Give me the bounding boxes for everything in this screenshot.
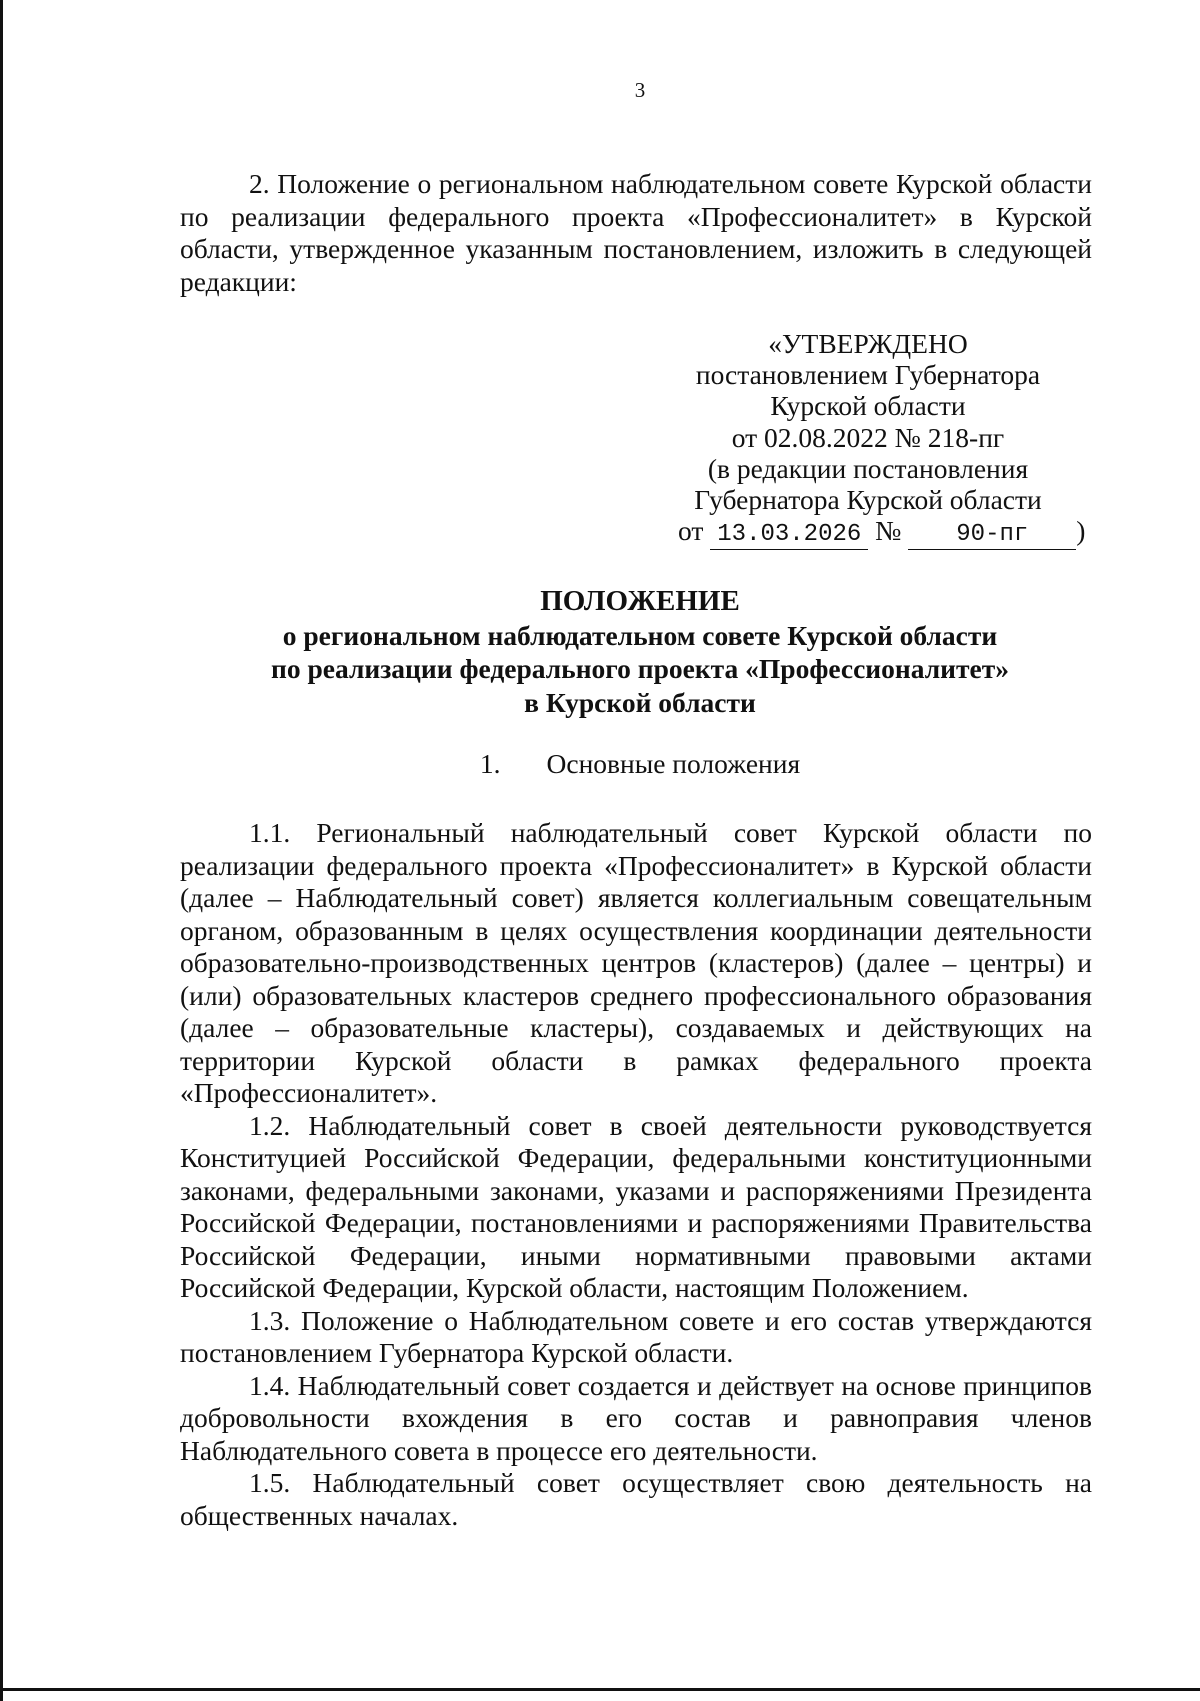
- approval-line-5: (в редакции постановления: [707, 452, 1029, 484]
- approval-number-field: 90-пг: [908, 521, 1076, 550]
- approval-closing-paren: ): [1076, 515, 1086, 547]
- approval-number-sign: №: [875, 515, 902, 547]
- scan-edge-left: [0, 0, 3, 1701]
- approval-line-4: от 02.08.2022 № 218-пг: [731, 421, 1005, 453]
- paragraph-1-4: 1.4. Наблюдательный совет создается и действует на основе принципов добровольности вхождения в его состав и равноправия членов Наблюдательного совета в процессе его деятельности.: [180, 1369, 1092, 1466]
- approval-line-7: [678, 515, 1086, 550]
- approval-line-1: «УТВЕРЖДЕНО: [768, 328, 968, 359]
- document-title: ПОЛОЖЕНИЕ: [540, 585, 740, 617]
- intro-block: [180, 168, 1092, 298]
- page-number: 3: [634, 78, 646, 102]
- paragraph-1-5: 1.5. Наблюдательный совет осуществляет свою деятельность на общественных началах.: [180, 1467, 1092, 1531]
- document-subtitle-line-2: по реализации федерального проекта «Профессионалитет»: [271, 653, 1009, 684]
- approval-date-field: 13.03.2026: [710, 521, 868, 550]
- section-title: Основные положения: [546, 748, 801, 779]
- document-subtitle-line-1: о региональном наблюдательном совете Курской области: [282, 619, 998, 651]
- paragraph-1-2: 1.2. Наблюдательный совет в своей деятельности руководствуется Конституцией Российской Федерации, федеральными конституционными законами, федеральными законами, указами и распоряжениями Президента Российской Федерации, постановлениями и распоряжениями Правительства Российской Федерации, иными нормативными правовыми актами Российской Федерации, Курской области, настоящим Положением.: [180, 1109, 1092, 1303]
- approval-stamp-block: [678, 328, 1086, 550]
- intro-paragraph: 2. Положение о региональном наблюдательном совете Курской области по реализации федерального проекта «Профессионалитет» в Курской области, утвержденное указанным постановлением, изложить в следующей редакции:: [180, 168, 1092, 297]
- document-title-block: [180, 585, 1100, 719]
- scan-edge-bottom: [0, 1688, 1200, 1691]
- section-number: 1.: [479, 748, 501, 779]
- main-text-block: [180, 817, 1092, 1532]
- approval-line-3: Курской области: [770, 390, 966, 422]
- paragraph-1-3: 1.3. Положение о Наблюдательном совете и его состав утверждаются постановлением Губернатора Курской области.: [180, 1304, 1092, 1368]
- approval-line-6: Губернатора Курской области: [694, 484, 1042, 516]
- approval-prefix-from: от: [678, 515, 704, 547]
- approval-line-2: постановлением Губернатора: [695, 359, 1041, 391]
- paragraph-1-1: 1.1. Региональный наблюдательный совет Курской области по реализации федерального проекта «Профессионалитет» в Курской области (далее – Наблюдательный совет) является коллегиальным совещательным органом, образованным в целях осуществления координации деятельности образовательно-производственных центров (кластеров) (далее – центры) и (или) образовательных кластеров среднего профессионального образования (далее – образовательные кластеры), создаваемых и действующих на территории Курской области в рамках федерального проекта «Профессионалитет».: [180, 817, 1092, 1108]
- section-heading: [180, 748, 1100, 780]
- document-subtitle-line-3: в Курской области: [524, 686, 756, 718]
